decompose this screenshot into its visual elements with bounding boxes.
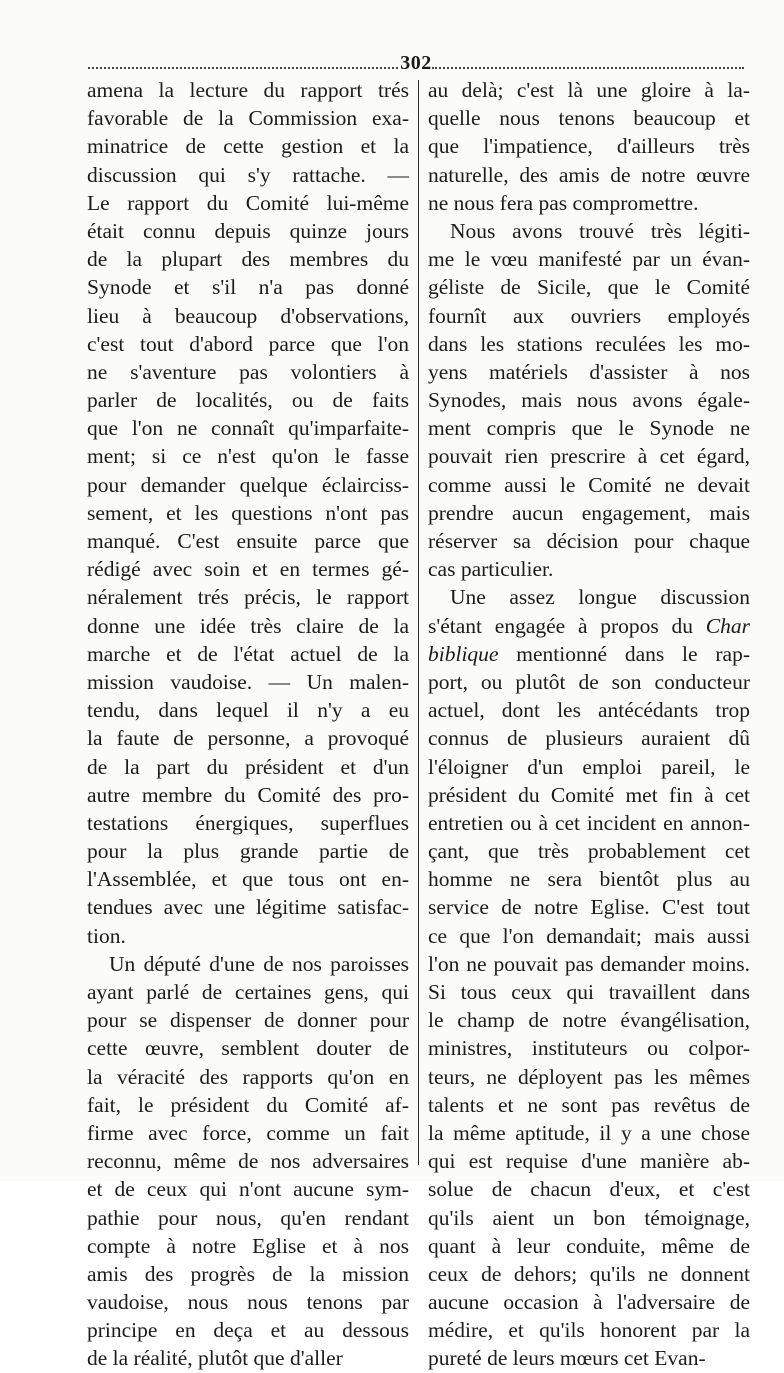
text-line xyxy=(87,893,409,921)
text-line xyxy=(428,471,750,499)
text-line xyxy=(428,1034,750,1062)
line-text: çant, que très probablement cet xyxy=(428,839,750,864)
line-text: ministres, instituteurs ou colpor- xyxy=(428,1036,750,1061)
header-rule-left xyxy=(88,67,398,71)
text-line xyxy=(428,1175,750,1203)
text-line xyxy=(87,1147,409,1175)
text-line xyxy=(428,950,750,978)
line-text: tendues avec une légitime satisfac- xyxy=(87,895,409,920)
text-line xyxy=(87,442,409,470)
text-line xyxy=(428,696,750,724)
line-text: mentionné dans le rap- xyxy=(498,641,750,666)
line-text: ment compris que le Synode ne xyxy=(428,416,750,441)
line-text: quant à leur conduite, même de xyxy=(428,1233,750,1258)
line-text: l'éloigner d'un emploi pareil, le xyxy=(428,754,750,779)
line-text: pouvait rien prescrire à cet égard, xyxy=(428,444,750,469)
line-text: Le rapport du Comité lui-même xyxy=(87,190,409,215)
text-line xyxy=(428,527,750,555)
text-line xyxy=(87,640,409,668)
text-line xyxy=(87,161,409,189)
text-line xyxy=(87,724,409,752)
text-line xyxy=(87,583,409,611)
line-text: fait, le président du Comité af- xyxy=(87,1092,409,1117)
text-line xyxy=(87,1344,409,1372)
text-line xyxy=(87,555,409,583)
line-text: naturelle, des amis de notre œuvre xyxy=(428,162,750,187)
text-line xyxy=(428,1204,750,1232)
text-line xyxy=(428,161,750,189)
line-text: de la part du président et d'un xyxy=(87,754,409,779)
text-line xyxy=(428,668,750,696)
text-line xyxy=(87,330,409,358)
left-text-column xyxy=(87,76,409,1373)
text-line xyxy=(87,273,409,301)
line-text: mission vaudoise. — Un malen- xyxy=(87,669,409,694)
line-text: principe en deça et au dessous xyxy=(87,1318,409,1343)
text-line xyxy=(87,414,409,442)
text-line xyxy=(87,1204,409,1232)
line-text: donne une idée très claire de la xyxy=(87,613,409,638)
text-line xyxy=(428,555,750,583)
line-text: minatrice de cette gestion et la xyxy=(87,134,409,159)
line-text: firme avec force, comme un fait xyxy=(87,1120,409,1145)
text-line xyxy=(428,189,750,217)
text-line xyxy=(428,104,750,132)
text-line xyxy=(428,753,750,781)
text-line xyxy=(428,865,750,893)
text-line xyxy=(87,499,409,527)
text-line xyxy=(428,837,750,865)
text-line xyxy=(87,132,409,160)
text-line xyxy=(428,1091,750,1119)
line-text: comme aussi le Comité ne devait xyxy=(428,472,750,497)
line-text: que l'on ne connaît qu'imparfaite- xyxy=(87,416,409,441)
line-text: réserver sa décision pour chaque xyxy=(428,529,750,553)
line-text: rédigé avec soin et en termes gé- xyxy=(87,557,409,582)
text-line xyxy=(428,132,750,160)
text-line xyxy=(87,245,409,273)
line-text: aucune occasion à l'adversaire de xyxy=(428,1290,750,1315)
text-line xyxy=(428,1147,750,1175)
text-line xyxy=(87,1006,409,1034)
line-text: tendu, dans lequel il n'y a eu xyxy=(87,698,409,723)
line-text: parler de localités, ou de faits xyxy=(87,388,409,413)
line-text: le champ de notre évangélisation, xyxy=(428,1008,750,1033)
line-text: marche et de l'état actuel de la xyxy=(87,641,409,666)
column-divider xyxy=(418,80,419,1165)
text-line xyxy=(428,583,750,611)
line-text: tion. xyxy=(87,923,126,948)
line-text: Nous avons trouvé très légiti- xyxy=(450,218,750,243)
text-line xyxy=(428,809,750,837)
text-line xyxy=(428,76,750,104)
line-text: cette œuvre, semblent douter de xyxy=(87,1036,409,1061)
line-text: Synode et s'il n'a pas donné xyxy=(87,275,409,300)
text-line xyxy=(87,978,409,1006)
text-line xyxy=(428,302,750,330)
line-text: la faute de personne, a provoqué xyxy=(87,726,409,751)
line-text: testations énergiques, superflues xyxy=(87,810,409,835)
text-line xyxy=(428,612,750,640)
text-line xyxy=(87,1091,409,1119)
line-text: néralement trés précis, le rapport xyxy=(87,585,409,610)
line-text: autre membre du Comité des pro- xyxy=(87,782,409,807)
text-line xyxy=(87,217,409,245)
line-text: Une assez longue discussion xyxy=(450,585,750,610)
line-text: s'étant engagée à propos du xyxy=(428,613,706,638)
header-rule-right xyxy=(432,67,744,71)
line-text: l'on ne pouvait pas demander moins. xyxy=(428,951,750,976)
line-text: qui est requise d'une manière ab- xyxy=(428,1149,750,1174)
line-text: teurs, ne déployent pas les mêmes xyxy=(428,1064,750,1089)
line-text: fournît aux ouvriers employés xyxy=(428,303,750,328)
text-line xyxy=(87,612,409,640)
line-text: service de notre Eglise. C'est tout xyxy=(428,895,750,920)
line-text: yens matériels d'assister à nos xyxy=(428,359,750,384)
line-text: reconnu, même de nos adversaires xyxy=(87,1149,409,1174)
line-text: c'est tout d'abord parce que l'on xyxy=(87,331,409,356)
line-text: président du Comité met fin à cet xyxy=(428,782,750,807)
text-line xyxy=(87,696,409,724)
line-text: amis des progrès de la mission xyxy=(87,1261,409,1286)
text-line xyxy=(428,1316,750,1344)
text-line xyxy=(87,753,409,781)
text-line xyxy=(428,1260,750,1288)
italic-text: Char xyxy=(705,613,750,638)
text-line xyxy=(428,781,750,809)
line-text: géliste de Sicile, que le Comité xyxy=(428,275,750,300)
text-line xyxy=(428,386,750,414)
line-text: pour demander quelque éclairciss- xyxy=(87,472,409,497)
line-text: ce que l'on demandait; mais aussi xyxy=(428,923,750,948)
line-text: la véracité des rapports qu'on en xyxy=(87,1064,409,1089)
line-text: dans les stations reculées les mo- xyxy=(428,331,750,356)
line-text: actuel, dont les antécédants trop xyxy=(428,698,750,723)
text-line xyxy=(87,302,409,330)
line-text: était connu depuis quinze jours xyxy=(87,218,409,243)
line-text: compte à notre Eglise et à nos xyxy=(87,1233,409,1258)
line-text: port, ou plutôt de son conducteur xyxy=(428,669,750,694)
line-text: solue de chacun d'eux, et c'est xyxy=(428,1177,750,1202)
line-text: ment; si ce n'est qu'on le fasse xyxy=(87,444,409,469)
line-text: la même aptitude, il y a une chose xyxy=(428,1120,750,1145)
text-line xyxy=(428,217,750,245)
line-text: ayant parlé de certaines gens, qui xyxy=(87,980,409,1004)
text-line xyxy=(87,1232,409,1260)
text-line xyxy=(87,1316,409,1344)
text-line xyxy=(428,1232,750,1260)
line-text: de la plupart des membres du xyxy=(87,247,409,272)
text-line xyxy=(87,837,409,865)
line-text: que l'impatience, d'ailleurs très xyxy=(428,134,750,159)
text-line xyxy=(87,1288,409,1316)
text-line xyxy=(428,724,750,752)
text-line xyxy=(428,1288,750,1316)
text-line xyxy=(87,1260,409,1288)
page-number: 302 xyxy=(400,52,432,74)
line-text: ceux de dehors; qu'ils ne donnent xyxy=(428,1261,750,1286)
text-line xyxy=(428,1063,750,1091)
text-line xyxy=(428,330,750,358)
line-text: pathie pour nous, qu'en rendant xyxy=(87,1205,409,1230)
text-line xyxy=(428,1119,750,1147)
line-text: favorable de la Commission exa- xyxy=(87,106,409,131)
line-text: Synodes, mais nous avons égale- xyxy=(428,388,750,413)
line-text: manqué. C'est ensuite parce que xyxy=(87,529,409,553)
text-line xyxy=(87,358,409,386)
line-text: l'Assemblée, et que tous ont en- xyxy=(87,867,409,892)
line-text: qu'ils aient un bon témoignage, xyxy=(428,1205,750,1230)
text-line xyxy=(87,1063,409,1091)
line-text: au delà; c'est là une gloire à la- xyxy=(428,78,750,102)
text-line xyxy=(87,386,409,414)
line-text: cas particulier. xyxy=(428,557,554,582)
text-line xyxy=(87,104,409,132)
line-text: discussion qui s'y rattache. — xyxy=(87,162,409,187)
text-line xyxy=(428,273,750,301)
line-text: talents et ne sont pas revêtus de xyxy=(428,1092,750,1117)
line-text: entretien ou à cet incident en annon- xyxy=(428,810,750,835)
text-line xyxy=(428,358,750,386)
text-line xyxy=(428,640,750,668)
text-line xyxy=(87,781,409,809)
line-text: médire, et qu'ils honorent par la xyxy=(428,1318,750,1343)
text-line xyxy=(87,1034,409,1062)
text-line xyxy=(87,76,409,104)
text-line xyxy=(87,1175,409,1203)
right-text-column xyxy=(428,76,750,1373)
line-text: homme ne sera bientôt plus au xyxy=(428,867,750,892)
text-line xyxy=(428,442,750,470)
line-text: pureté de leurs mœurs cet Evan- xyxy=(428,1346,706,1371)
text-line xyxy=(428,1006,750,1034)
line-text: pour la plus grande partie de xyxy=(87,839,409,864)
line-text: lieu à beaucoup d'observations, xyxy=(87,303,409,328)
line-text: ne nous fera pas compromettre. xyxy=(428,190,699,215)
text-line xyxy=(87,527,409,555)
line-text: amena la lecture du rapport trés xyxy=(87,78,409,102)
text-line xyxy=(87,471,409,499)
text-line xyxy=(428,1344,750,1372)
line-text: pour se dispenser de donner pour xyxy=(87,1008,409,1033)
italic-text: biblique xyxy=(428,641,499,666)
line-text: ne s'aventure pas volontiers à xyxy=(87,359,409,384)
text-line xyxy=(428,499,750,527)
text-line xyxy=(87,950,409,978)
line-text: vaudoise, nous nous tenons par xyxy=(87,1290,409,1315)
line-text: et de ceux qui n'ont aucune sym- xyxy=(87,1177,409,1202)
line-text: de la réalité, plutôt que d'aller xyxy=(87,1346,343,1371)
text-line xyxy=(428,922,750,950)
line-text: Un député d'une de nos paroisses xyxy=(109,951,409,976)
text-line xyxy=(428,893,750,921)
text-line xyxy=(87,668,409,696)
line-text: connus de plusieurs auraient dû xyxy=(428,726,750,751)
text-line xyxy=(87,189,409,217)
text-line xyxy=(87,922,409,950)
line-text: Si tous ceux qui travaillent dans xyxy=(428,980,750,1004)
text-line xyxy=(428,978,750,1006)
text-line xyxy=(87,865,409,893)
line-text: quelle nous tenons beaucoup et xyxy=(428,106,750,131)
text-line xyxy=(87,1119,409,1147)
line-text: me le vœu manifesté par un évan- xyxy=(428,247,750,272)
line-text: sement, et les questions n'ont pas xyxy=(87,500,409,525)
line-text: prendre aucun engagement, mais xyxy=(428,500,750,525)
text-line xyxy=(428,414,750,442)
text-line xyxy=(428,245,750,273)
text-line xyxy=(87,809,409,837)
